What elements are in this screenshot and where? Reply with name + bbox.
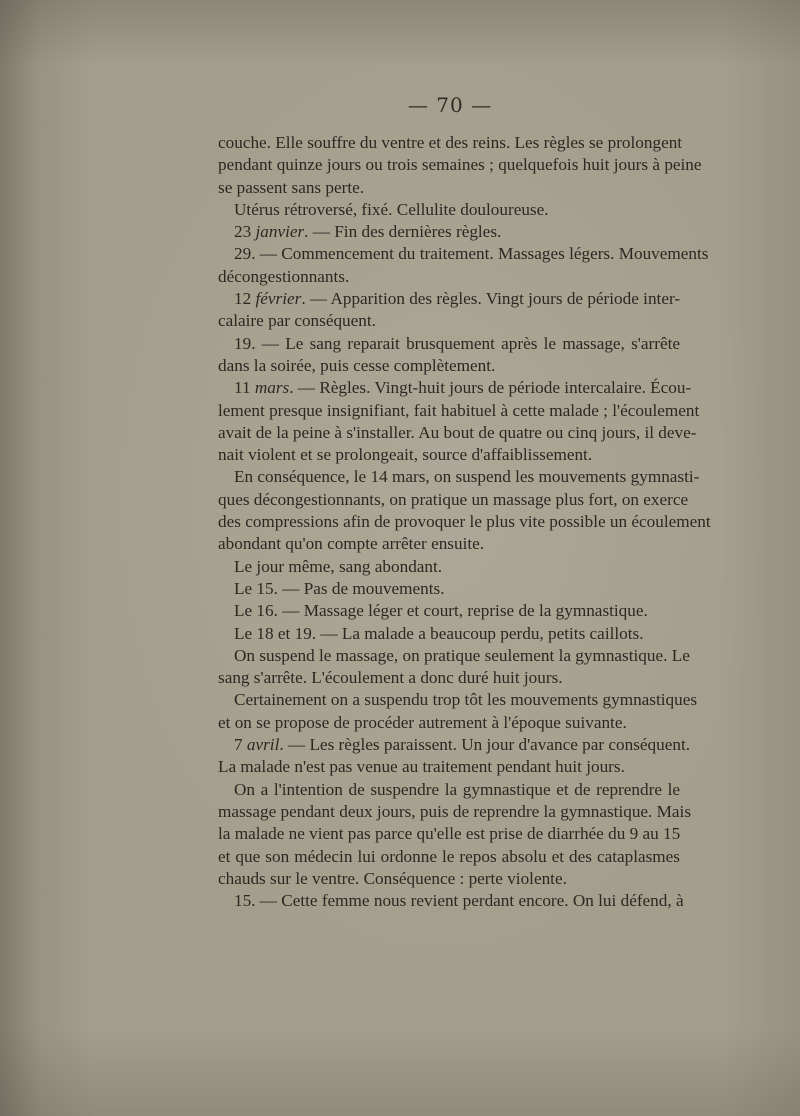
text-line: décongestionnants. <box>218 266 350 286</box>
body-text <box>218 132 711 912</box>
text-line: couche. Elle souffre du ventre et des reins. Les règles se prolongent <box>218 133 683 152</box>
text-line: et que son médecin lui ordonne le repos absolu et des cataplasmes <box>218 846 680 866</box>
text-line: On a l'intention de suspendre la gymnastique et de reprendre le <box>234 779 680 799</box>
text-line: chauds sur le ventre. Conséquence : perte violente. <box>218 868 567 888</box>
text-line: En conséquence, le 14 mars, on suspend les mouvements gymnasti- <box>234 467 700 487</box>
text-line: abondant qu'on compte arrêter ensuite. <box>218 534 485 554</box>
text-line: Certainement on a suspendu trop tôt les mouvements gymnastiques <box>234 690 698 710</box>
text-line: lement presque insignifiant, fait habituel à cette malade ; l'écoulement <box>218 400 700 420</box>
text-line: Le 16. — Massage léger et court, reprise de la gymnastique. <box>234 601 648 621</box>
text-line: 12 février. — Apparition des règles. Vingt jours de période inter- <box>234 289 681 309</box>
text-line: Utérus rétroversé, fixé. Cellulite douloureuse. <box>234 199 549 219</box>
text-line: calaire par conséquent. <box>218 311 376 331</box>
text-line: et on se propose de procéder autrement à l'époque suivante. <box>218 712 627 732</box>
page-number: — 70 — <box>407 93 493 117</box>
text-line: 29. — Commencement du traitement. Massages légers. Mouvements <box>234 244 709 264</box>
text-line: nait violent et se prolongeait, source d'affaiblissement. <box>218 445 593 465</box>
text-line: sang s'arrête. L'écoulement a donc duré huit jours. <box>218 668 563 688</box>
text-line: massage pendant deux jours, puis de reprendre la gymnastique. Mais <box>218 801 692 821</box>
text-line: ques décongestionnants, on pratique un massage plus fort, on exerce <box>218 489 689 509</box>
text-line: Le 18 et 19. — La malade a beaucoup perdu, petits caillots. <box>234 623 644 643</box>
text-line: La malade n'est pas venue au traitement pendant huit jours. <box>218 757 625 777</box>
text-line: avait de la peine à s'installer. Au bout de quatre ou cinq jours, il deve- <box>218 422 697 442</box>
text-line: dans la soirée, puis cesse complètement. <box>218 355 496 375</box>
text-line: la malade ne vient pas parce qu'elle est prise de diarrhée du 9 au 15 <box>218 824 681 844</box>
text-line: Le jour même, sang abondant. <box>234 556 443 576</box>
text-line: Le 15. — Pas de mouvements. <box>234 578 445 598</box>
text-line: pendant quinze jours ou trois semaines ; quelquefois huit jours à peine <box>218 155 702 175</box>
text-line: des compressions afin de provoquer le plus vite possible un écoulement <box>218 512 711 532</box>
text-line: 15. — Cette femme nous revient perdant encore. On lui défend, à <box>234 891 684 911</box>
text-line: 11 mars. — Règles. Vingt-huit jours de période intercalaire. Écou- <box>234 378 692 398</box>
text-line: 23 janvier. — Fin des dernières règles. <box>234 222 502 242</box>
text-line: 19. — Le sang reparait brusquement après le massage, s'arrête <box>234 333 680 353</box>
text-line: On suspend le massage, on pratique seulement la gymnastique. Le <box>234 645 690 665</box>
text-line: 7 avril. — Les règles paraissent. Un jour d'avance par conséquent. <box>234 735 691 755</box>
text-line: se passent sans perte. <box>218 177 365 197</box>
